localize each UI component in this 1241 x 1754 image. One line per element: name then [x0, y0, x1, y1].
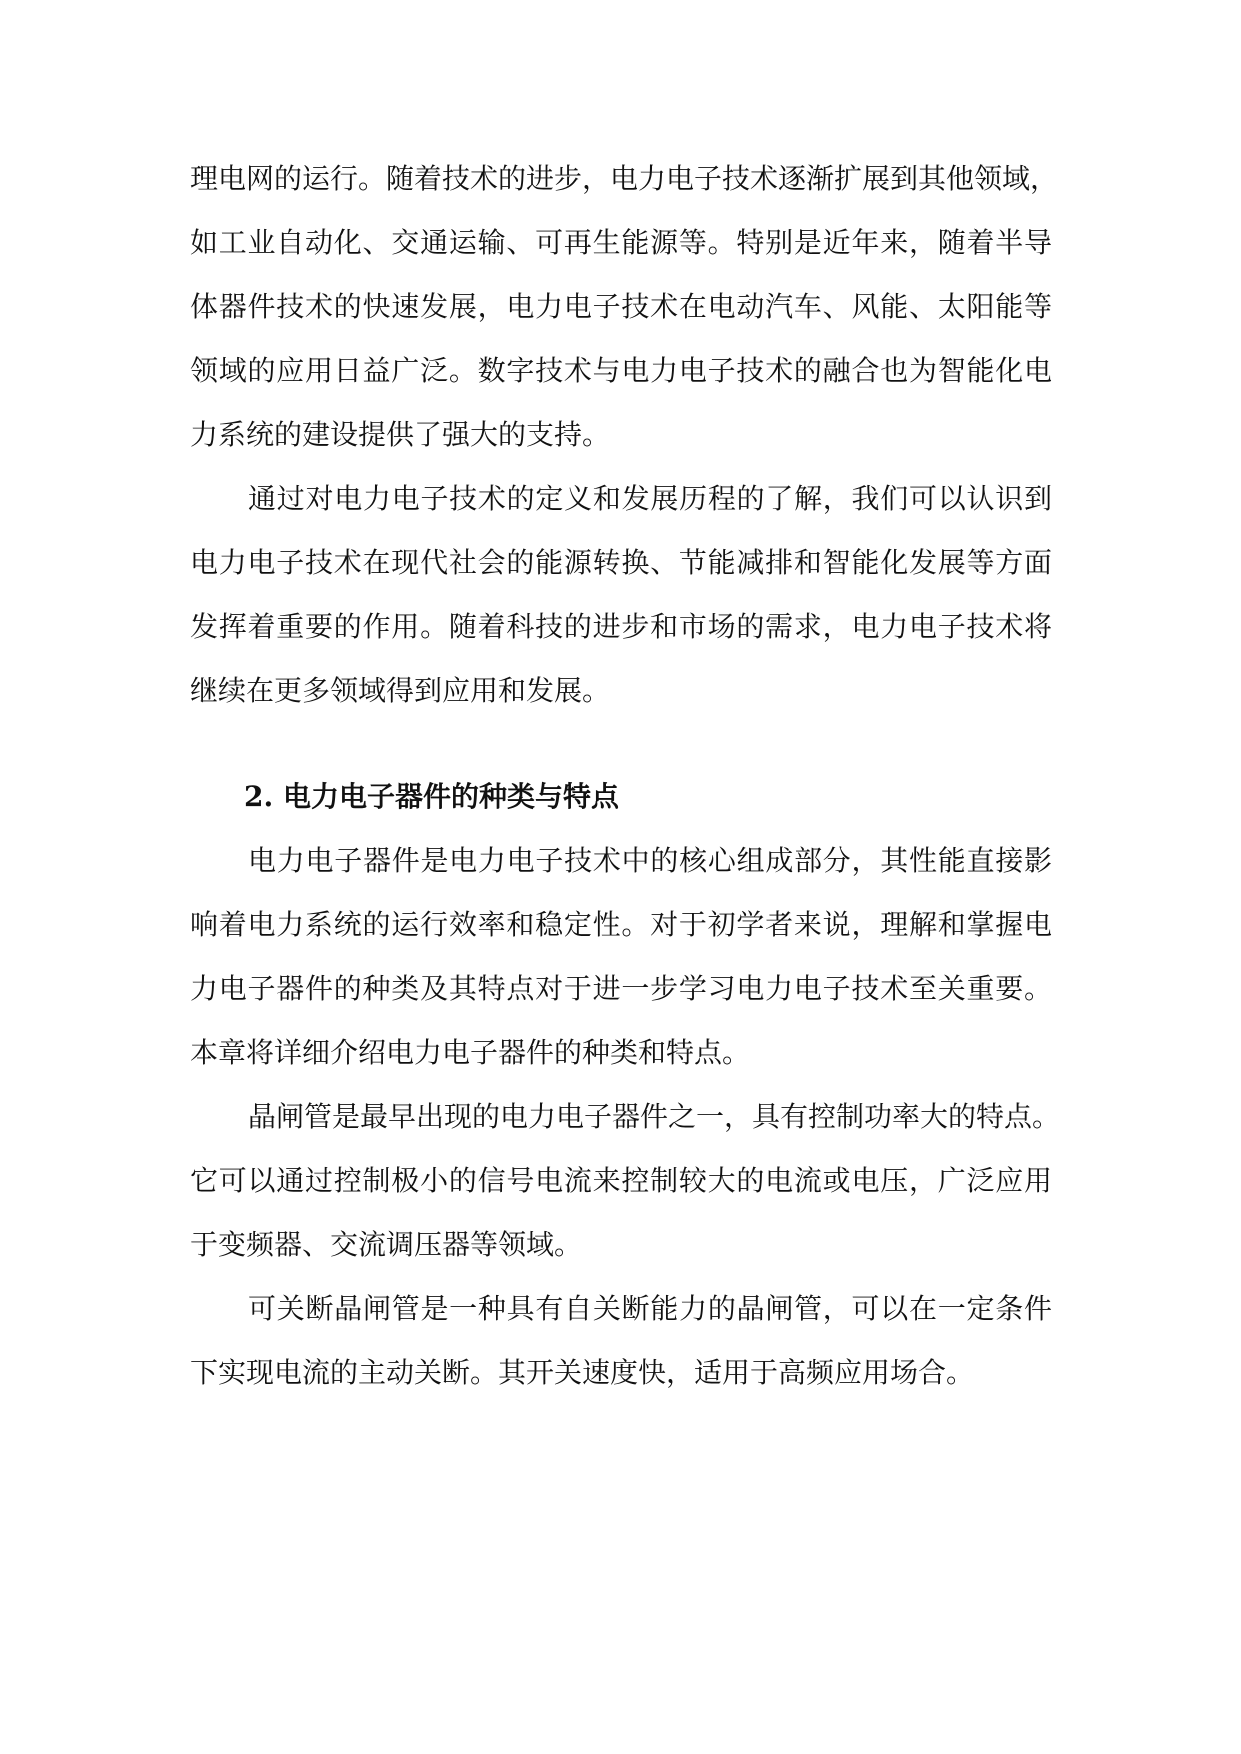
- section-heading: 2. 电力电子器件的种类与特点: [244, 780, 619, 813]
- paragraph-line: 发挥着重要的作用。随着科技的进步和市场的需求，电力电子技术将: [190, 610, 1052, 643]
- paragraph-line: 本章将详细介绍电力电子器件的种类和特点。: [190, 1036, 751, 1069]
- paragraph-line: 于变频器、交流调压器等领域。: [190, 1228, 583, 1261]
- paragraph-line: 响着电力系统的运行效率和稳定性。对于初学者来说，理解和掌握电: [190, 908, 1052, 941]
- paragraph-line: 电力电子器件是电力电子技术中的核心组成部分，其性能直接影: [248, 844, 1052, 877]
- paragraph-line: 通过对电力电子技术的定义和发展历程的了解，我们可以认识到: [248, 482, 1052, 515]
- paragraph-line: 体器件技术的快速发展，电力电子技术在电动汽车、风能、太阳能等: [190, 290, 1052, 323]
- paragraph-line: 力系统的建设提供了强大的支持。: [190, 418, 611, 451]
- paragraph-line: 继续在更多领域得到应用和发展。: [190, 674, 611, 707]
- paragraph-summary: [190, 467, 1052, 723]
- paragraph-line: 下实现电流的主动关断。其开关速度快，适用于高频应用场合。: [190, 1356, 975, 1389]
- paragraph-power-grid-history: [190, 147, 1059, 467]
- paragraph-thyristor: [190, 1085, 1061, 1277]
- paragraph-line: 理电网的运行。随着技术的进步，电力电子技术逐渐扩展到其他领域，: [190, 162, 1059, 195]
- paragraph-gto-thyristor: [190, 1277, 1052, 1405]
- paragraph-line: 电力电子技术在现代社会的能源转换、节能减排和智能化发展等方面: [190, 546, 1052, 579]
- paragraph-line: 可关断晶闸管是一种具有自关断能力的晶闸管，可以在一定条件: [248, 1292, 1052, 1325]
- document-body: [190, 147, 1061, 1405]
- paragraph-line: 如工业自动化、交通运输、可再生能源等。特别是近年来，随着半导: [190, 226, 1052, 259]
- paragraph-line: 它可以通过控制极小的信号电流来控制较大的电流或电压，广泛应用: [190, 1164, 1052, 1197]
- paragraph-device-intro: [190, 829, 1052, 1085]
- section-spacer: [190, 723, 1052, 765]
- paragraph-line: 晶闸管是最早出现的电力电子器件之一，具有控制功率大的特点。: [248, 1100, 1061, 1133]
- paragraph-line: 领域的应用日益广泛。数字技术与电力电子技术的融合也为智能化电: [190, 354, 1052, 387]
- paragraph-line: 力电子器件的种类及其特点对于进一步学习电力电子技术至关重要。: [190, 972, 1052, 1005]
